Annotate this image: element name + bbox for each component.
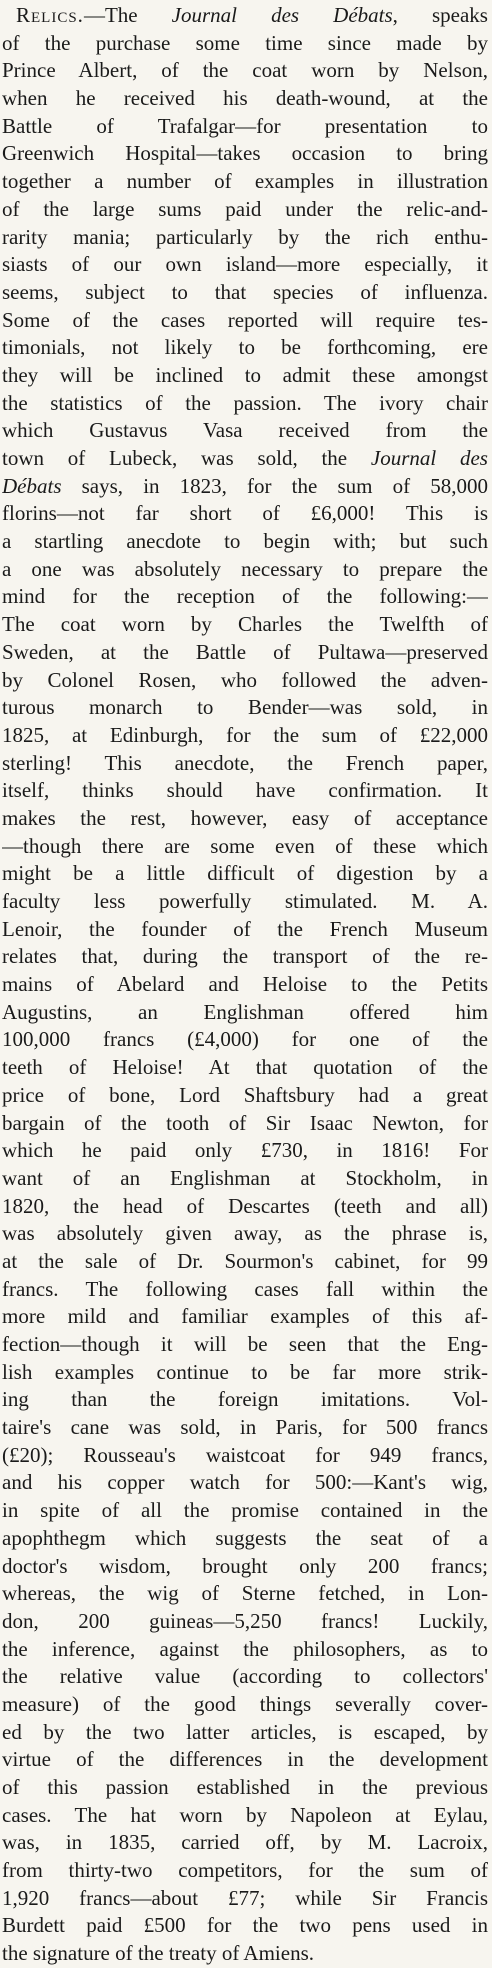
- article-line: [2, 224, 488, 252]
- text-run: francs. The following cases fall within the: [2, 1276, 488, 1301]
- article-line: [2, 528, 488, 556]
- text-run: faculty less powerfully stimulated. M. A.: [2, 889, 488, 913]
- article-line: [2, 777, 488, 805]
- article-line: [2, 1774, 488, 1802]
- article-line: [2, 639, 488, 667]
- article-line: [2, 1636, 488, 1664]
- article-line: [2, 943, 488, 971]
- article-line: [2, 1165, 488, 1193]
- article-line: [2, 362, 488, 390]
- text-run: they will be inclined to admit these amongst: [2, 362, 488, 387]
- text-run: timonials, not likely to be forthcoming, ere: [2, 335, 488, 360]
- article-line: [2, 473, 488, 501]
- article-line: [2, 1276, 488, 1304]
- article-line: [2, 1663, 488, 1691]
- text-run: measure) of the good things severally cover-: [2, 1691, 488, 1716]
- article-line: [2, 888, 488, 916]
- text-run: cases. The hat worn by Napoleon at Eylau,: [2, 1802, 488, 1827]
- text-run: virtue of the differences in the development: [2, 1747, 488, 1772]
- article-line: [2, 1746, 488, 1774]
- text-run: 1825, at Edinburgh, for the sum of £22,000: [2, 722, 488, 747]
- article-line: [2, 279, 488, 307]
- text-run: a startling anecdote to begin with; but such: [2, 529, 488, 554]
- article-line: [2, 140, 488, 168]
- article-line: [2, 1082, 488, 1110]
- text-run: the statistics of the passion. The ivory chair: [2, 390, 488, 415]
- article-line: [2, 57, 488, 85]
- text-run: the signature of the treaty of Amiens.: [2, 1941, 314, 1966]
- article-line: [2, 113, 488, 141]
- text-run: at the sale of Dr. Sourmon's cabinet, for 99: [2, 1248, 488, 1273]
- article-line: [2, 1940, 488, 1968]
- article-line: [2, 556, 488, 584]
- article-line: [2, 251, 488, 279]
- article-line: [2, 1303, 488, 1331]
- text-run: Journal des Débats: [171, 3, 393, 27]
- article-line: [2, 1193, 488, 1221]
- text-run: of the purchase some time since made by: [2, 30, 488, 55]
- text-run: by Colonel Rosen, who followed the adven-: [2, 667, 488, 692]
- article-line: [2, 168, 488, 196]
- text-run: mind for the reception of the following:—: [2, 584, 488, 609]
- article-line: [2, 1359, 488, 1387]
- article-line: [2, 667, 488, 695]
- article-line: [2, 1331, 488, 1359]
- text-run: ing than the foreign imitations. Vol-: [2, 1387, 488, 1412]
- article-line: [2, 805, 488, 833]
- article-line: [2, 1885, 488, 1913]
- text-run: 1,920 francs—about £77; while Sir Francis: [2, 1885, 488, 1910]
- text-run: Battle of Trafalgar—for presentation to: [2, 113, 488, 138]
- text-run: siasts of our own island—more especially, it: [2, 252, 488, 277]
- article-line: [2, 390, 488, 418]
- article-line: [2, 750, 488, 778]
- article-line: [2, 445, 488, 473]
- text-run: —though there are some even of these which: [2, 833, 488, 858]
- text-run: might be a little difficult of digestion by a: [2, 861, 488, 886]
- text-run: was absolutely given away, as the phrase is,: [2, 1221, 488, 1246]
- text-run: , speaks: [392, 3, 488, 27]
- text-run: price of bone, Lord Shaftsbury had a great: [2, 1082, 488, 1107]
- article-line: [2, 1026, 488, 1054]
- text-run: was, in 1835, carried off, by M. Lacroix,: [2, 1830, 488, 1855]
- article-line: [2, 1386, 488, 1414]
- article-line: [2, 1525, 488, 1553]
- article-line: [2, 85, 488, 113]
- article-line: [2, 1442, 488, 1470]
- text-run: which Gustavus Vasa received from the: [2, 418, 488, 443]
- text-run: the relative value (according to collectors': [2, 1664, 488, 1689]
- text-run: town of Lubeck, was sold, the: [2, 446, 371, 470]
- text-run: teeth of Heloise! At that quotation of the: [2, 1055, 488, 1080]
- article-line: [2, 1857, 488, 1885]
- text-run: in spite of all the promise contained in the: [2, 1498, 488, 1523]
- article-line: [2, 583, 488, 611]
- text-run: makes the rest, however, easy of acceptance: [2, 805, 488, 830]
- article-line: [2, 500, 488, 528]
- text-run: lish examples continue to be far more strik-: [2, 1359, 488, 1384]
- text-run: says, in 1823, for the sum of 58,000: [61, 473, 488, 498]
- text-run: itself, thinks should have confirmation. It: [2, 778, 488, 803]
- text-run: relates that, during the transport of the re-: [2, 944, 488, 969]
- text-run: 1820, the head of Descartes (teeth and all): [2, 1193, 488, 1218]
- text-run: Burdett paid £500 for the two pens used in: [2, 1913, 488, 1938]
- article-line: [2, 334, 488, 362]
- text-run: —The: [83, 3, 172, 27]
- text-run: Greenwich Hospital—takes occasion to bring: [2, 141, 488, 166]
- article-line: [2, 1553, 488, 1581]
- text-run: florins—not far short of £6,000! This is: [2, 501, 488, 526]
- text-run: (£20); Rousseau's waistcoat for 949 francs,: [2, 1442, 488, 1467]
- article-line: [2, 694, 488, 722]
- article-line: [2, 1220, 488, 1248]
- article-line: [2, 417, 488, 445]
- text-run: ed by the two latter articles, is escaped, by: [2, 1719, 488, 1744]
- text-run: Débats: [2, 473, 62, 498]
- article-line: [2, 1691, 488, 1719]
- article-line: [2, 1608, 488, 1636]
- article-line: [2, 999, 488, 1027]
- text-run: fection—though it will be seen that the Eng-: [2, 1332, 488, 1356]
- article-line: [2, 1802, 488, 1830]
- article-line: [2, 971, 488, 999]
- article-line: [2, 611, 488, 639]
- text-run: want of an Englishman at Stockholm, in: [2, 1165, 488, 1190]
- article-line: [2, 1580, 488, 1608]
- text-run: don, 200 guineas—5,250 francs! Luckily,: [2, 1608, 488, 1633]
- text-run: doctor's wisdom, brought only 200 francs;: [2, 1553, 488, 1578]
- text-run: Some of the cases reported will require tes-: [2, 307, 488, 332]
- article-line: [2, 196, 488, 224]
- text-run: when he received his death-wound, at the: [2, 86, 488, 111]
- text-run: Sweden, at the Battle of Pultawa—preserved: [2, 639, 488, 664]
- article-body: [2, 2, 488, 1968]
- text-run: and his copper watch for 500:—Kant's wig,: [2, 1470, 488, 1495]
- text-run: mains of Abelard and Heloise to the Petits: [2, 972, 488, 997]
- text-run: sterling! This anecdote, the French paper,: [2, 750, 488, 775]
- article-line: [2, 1414, 488, 1442]
- text-run: bargain of the tooth of Sir Isaac Newton, for: [2, 1110, 488, 1135]
- text-run: from thirty-two competitors, for the sum of: [2, 1858, 488, 1883]
- article-first-line: [2, 2, 488, 30]
- article-line: [2, 30, 488, 58]
- text-run: whereas, the wig of Sterne fetched, in Lon-: [2, 1581, 488, 1606]
- text-run: seems, subject to that species of influenza.: [2, 279, 488, 304]
- text-run: a one was absolutely necessary to prepare the: [2, 556, 488, 581]
- article-line: [2, 1469, 488, 1497]
- article-line: [2, 1497, 488, 1525]
- text-run: Augustins, an Englishman offered him: [2, 999, 488, 1024]
- article-line: [2, 1719, 488, 1747]
- text-run: taire's cane was sold, in Paris, for 500 francs: [2, 1415, 488, 1440]
- article-line: [2, 833, 488, 861]
- article-line: [2, 860, 488, 888]
- text-run: of the large sums paid under the relic-and-: [2, 196, 488, 221]
- article-line: [2, 1829, 488, 1857]
- article-line: [2, 1110, 488, 1138]
- text-run: Prince Albert, of the coat worn by Nelson,: [2, 58, 488, 83]
- text-run: the inference, against the philosophers, as to: [2, 1636, 488, 1661]
- article-line: [2, 1137, 488, 1165]
- text-run: apophthegm which suggests the seat of a: [2, 1525, 488, 1550]
- article-line: [2, 1248, 488, 1276]
- text-run: which he paid only £730, in 1816! For: [2, 1138, 488, 1163]
- text-run: of this passion established in the previous: [2, 1775, 488, 1799]
- text-run: Journal des: [370, 446, 488, 470]
- article-heading: Relics.: [16, 3, 84, 27]
- article-line: [2, 1912, 488, 1940]
- text-run: Lenoir, the founder of the French Museum: [2, 916, 488, 941]
- text-run: The coat worn by Charles the Twelfth of: [2, 612, 488, 637]
- article-line: [2, 307, 488, 335]
- article-line: [2, 916, 488, 944]
- text-run: 100,000 francs (£4,000) for one of the: [2, 1027, 488, 1052]
- article-line: [2, 722, 488, 750]
- text-run: more mild and familiar examples of this af-: [2, 1304, 488, 1329]
- text-run: turous monarch to Bender—was sold, in: [2, 695, 488, 720]
- article-line: [2, 1054, 488, 1082]
- text-run: rarity mania; particularly by the rich enthu-: [2, 224, 488, 249]
- text-run: together a number of examples in illustration: [2, 169, 488, 194]
